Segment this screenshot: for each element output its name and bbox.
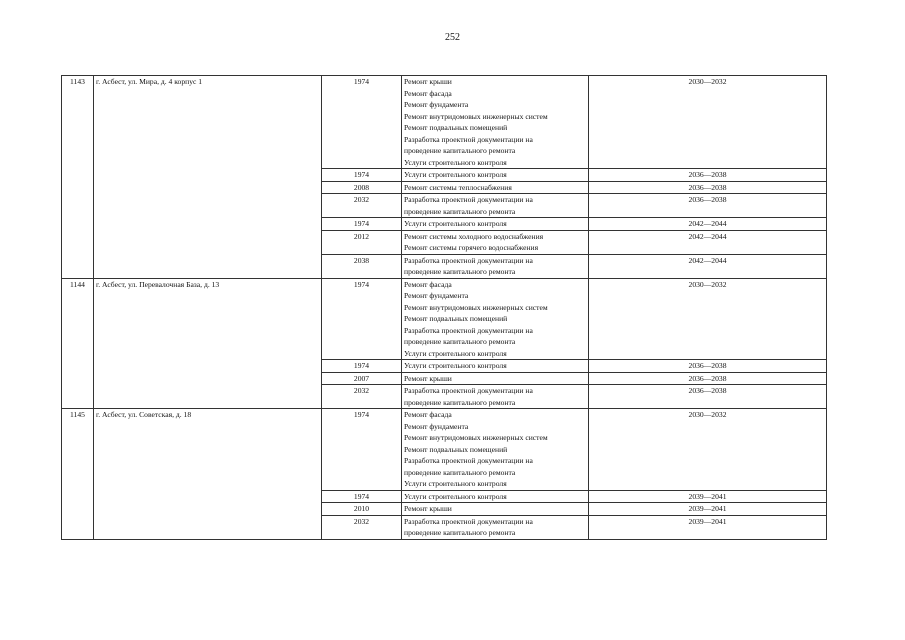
commission-year: 2010 — [322, 503, 402, 516]
commission-year: 1974 — [322, 409, 402, 491]
commission-year: 2008 — [322, 181, 402, 194]
planned-period: 2036—2038 — [589, 169, 827, 182]
work-item: Разработка проектной документации на — [404, 516, 533, 526]
planned-period: 2030—2032 — [589, 409, 827, 491]
work-types — [402, 76, 589, 169]
work-types — [402, 360, 589, 373]
work-item: Ремонт фундамента — [404, 291, 469, 300]
commission-year: 1974 — [322, 218, 402, 231]
work-item: Услуги строительного контроля — [404, 361, 507, 370]
planned-period: 2039—2041 — [589, 515, 827, 539]
work-item: Ремонт внутридомовых инженерных систем — [404, 433, 548, 442]
work-item: проведение капитального ремонта — [404, 337, 516, 346]
work-item: Разработка проектной документации на — [404, 386, 533, 395]
work-types — [402, 503, 589, 516]
table-row — [62, 76, 827, 169]
work-item: проведение капитального ремонта — [404, 467, 516, 477]
work-item: Разработка проектной документации на — [404, 134, 533, 144]
planned-period: 2039—2041 — [589, 503, 827, 516]
work-types — [402, 515, 589, 539]
object-number: 1144 — [62, 278, 94, 409]
commission-year: 2032 — [322, 515, 402, 539]
work-item: Ремонт фасада — [404, 279, 452, 289]
planned-period: 2042—2044 — [589, 254, 827, 278]
work-types — [402, 490, 589, 503]
planned-period: 2039—2041 — [589, 490, 827, 503]
commission-year: 2038 — [322, 254, 402, 278]
commission-year: 1974 — [322, 169, 402, 182]
work-item: Разработка проектной документации на — [404, 255, 533, 265]
work-types — [402, 372, 589, 385]
planned-period: 2042—2044 — [589, 218, 827, 231]
planned-period: 2036—2038 — [589, 372, 827, 385]
commission-year: 2032 — [322, 385, 402, 409]
work-types — [402, 278, 589, 360]
work-types — [402, 254, 589, 278]
work-types — [402, 230, 589, 254]
object-address: г. Асбест, ул. Перевалочная База, д. 13 — [94, 278, 322, 409]
repair-schedule-table — [61, 75, 827, 540]
commission-year: 2012 — [322, 230, 402, 254]
planned-period: 2036—2038 — [589, 181, 827, 194]
table-row — [62, 278, 827, 360]
work-item: Ремонт фундамента — [404, 100, 469, 109]
work-item: Услуги строительного контроля — [404, 348, 507, 358]
work-item: Ремонт крыши — [404, 504, 452, 513]
commission-year: 1974 — [322, 278, 402, 360]
work-item: проведение капитального ремонта — [404, 146, 516, 155]
object-address: г. Асбест, ул. Советская, д. 18 — [94, 409, 322, 540]
work-item: Услуги строительного контроля — [404, 157, 507, 167]
work-types — [402, 181, 589, 194]
work-item: проведение капитального ремонта — [404, 206, 516, 216]
work-item: проведение капитального ремонта — [404, 267, 516, 276]
work-item: Ремонт системы горячего водоснабжения — [404, 243, 539, 252]
work-item: Услуги строительного контроля — [404, 479, 507, 488]
commission-year: 1974 — [322, 490, 402, 503]
work-item: проведение капитального ремонта — [404, 397, 516, 407]
commission-year: 2032 — [322, 194, 402, 218]
planned-period: 2036—2038 — [589, 385, 827, 409]
work-item: Ремонт подвальных помещений — [404, 444, 508, 454]
work-types — [402, 169, 589, 182]
work-item: Разработка проектной документации на — [404, 325, 533, 335]
planned-period: 2036—2038 — [589, 360, 827, 373]
work-item: Ремонт крыши — [404, 373, 452, 383]
commission-year: 1974 — [322, 360, 402, 373]
planned-period: 2030—2032 — [589, 278, 827, 360]
planned-period: 2042—2044 — [589, 230, 827, 254]
work-item: Ремонт фасада — [404, 410, 452, 419]
planned-period: 2036—2038 — [589, 194, 827, 218]
work-item: Ремонт подвальных помещений — [404, 123, 508, 132]
work-types — [402, 385, 589, 409]
work-types — [402, 218, 589, 231]
object-number: 1143 — [62, 76, 94, 279]
object-number: 1145 — [62, 409, 94, 540]
work-item: Ремонт системы холодного водоснабжения — [404, 231, 544, 241]
work-types — [402, 409, 589, 491]
work-item: Разработка проектной документации на — [404, 456, 533, 465]
work-item: Ремонт фасада — [404, 88, 452, 98]
work-item: Ремонт внутридомовых инженерных систем — [404, 111, 548, 121]
work-item: Ремонт подвальных помещений — [404, 314, 508, 323]
work-types — [402, 194, 589, 218]
work-item: Услуги строительного контроля — [404, 170, 507, 179]
work-item: Ремонт крыши — [404, 77, 452, 86]
work-item: проведение капитального ремонта — [404, 528, 516, 537]
page-number: 252 — [445, 32, 460, 43]
table-row — [62, 409, 827, 491]
planned-period: 2030—2032 — [589, 76, 827, 169]
commission-year: 2007 — [322, 372, 402, 385]
work-item: Ремонт внутридомовых инженерных систем — [404, 302, 548, 312]
commission-year: 1974 — [322, 76, 402, 169]
work-item: Ремонт системы теплоснабжения — [404, 182, 512, 192]
object-address: г. Асбест, ул. Мира, д. 4 корпус 1 — [94, 76, 322, 279]
work-item: Ремонт фундамента — [404, 421, 469, 431]
work-item: Услуги строительного контроля — [404, 491, 507, 501]
work-item: Услуги строительного контроля — [404, 219, 507, 228]
work-item: Разработка проектной документации на — [404, 195, 533, 204]
